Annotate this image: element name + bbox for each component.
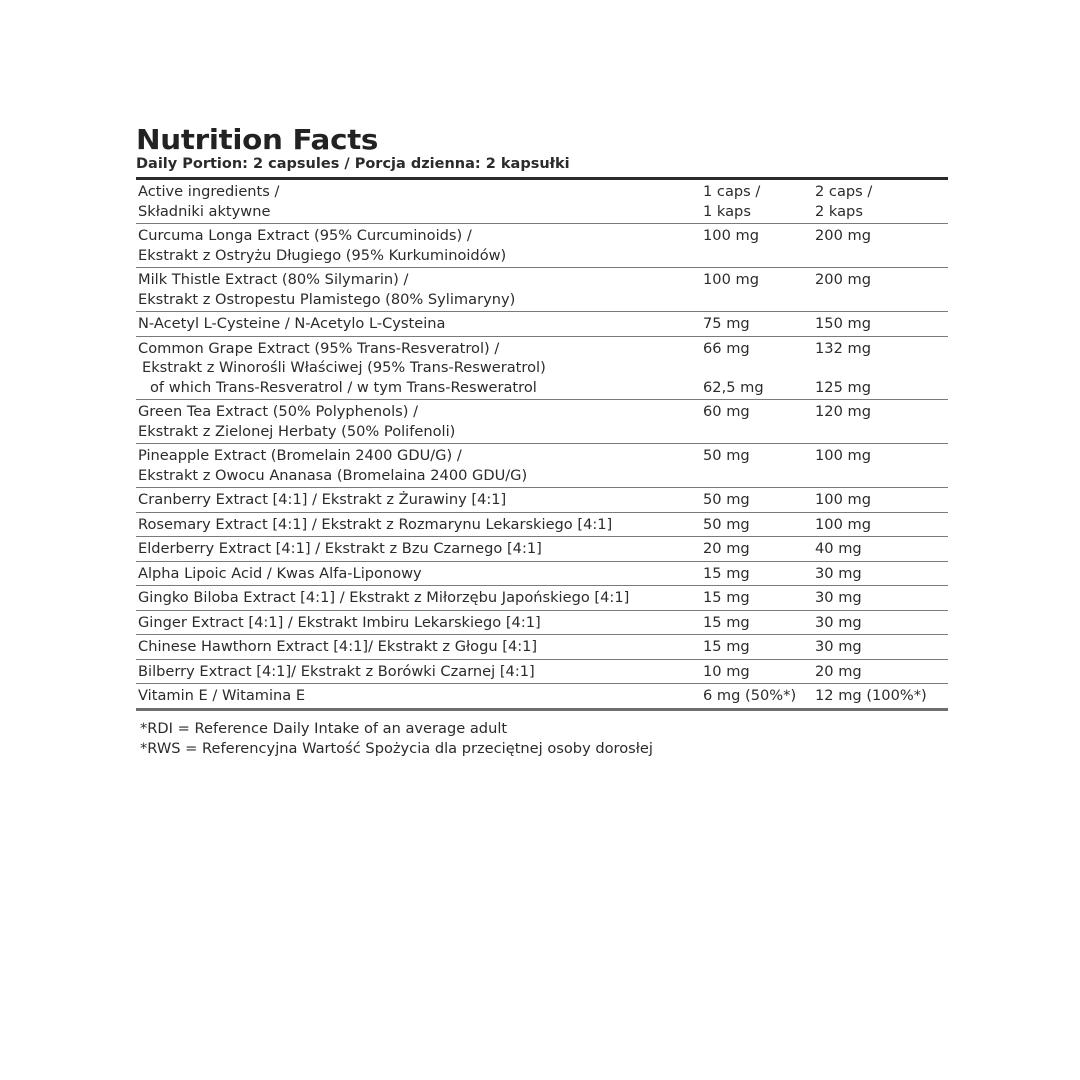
amount-value: 100 mg	[815, 515, 871, 533]
ingredient-name-pl: Ekstrakt z Ostryżu Długiego (95% Kurkuminoidów)	[138, 246, 507, 264]
amount-1-caps	[701, 561, 813, 586]
amount-value: 150 mg	[815, 315, 871, 332]
spacer	[815, 358, 948, 378]
header-col2-en: 2 caps /	[815, 183, 873, 200]
header-ingredient-pl: Składniki aktywne	[138, 202, 271, 220]
amount-value-sub: 62,5 mg	[703, 378, 764, 396]
ingredient-cell	[136, 444, 701, 488]
ingredient-name-pl: Ekstrakt z Owocu Ananasa (Bromelaina 2400 GDU/G)	[138, 466, 528, 484]
amount-1-caps	[701, 537, 813, 562]
table-row	[136, 610, 948, 635]
footnote-rws: *RWS = Referencyjna Wartość Spożycia dla przeciętnej osoby dorosłej	[140, 739, 653, 757]
table-row	[136, 561, 948, 586]
amount-1-caps	[701, 659, 813, 684]
amount-2-caps	[813, 224, 948, 268]
ingredient-cell	[136, 400, 701, 444]
amount-1-caps	[701, 586, 813, 611]
amount-2-caps	[813, 537, 948, 562]
amount-value: 30 mg	[815, 638, 862, 655]
amount-value: 15 mg	[703, 638, 750, 655]
ingredient-cell	[136, 512, 701, 537]
ingredient-subnote: of which Trans-Resveratrol / w tym Trans-Resweratrol	[150, 378, 537, 396]
table-row	[136, 224, 948, 268]
ingredient-cell	[136, 659, 701, 684]
amount-value: 15 mg	[703, 564, 750, 582]
nutrition-facts-panel	[136, 125, 948, 759]
amount-2-caps	[813, 444, 948, 488]
daily-portion: Daily Portion: 2 capsules / Porcja dzienna: 2 kapsułki	[136, 156, 570, 172]
ingredient-cell	[136, 224, 701, 268]
ingredient-cell	[136, 610, 701, 635]
amount-2-caps	[813, 561, 948, 586]
amount-value: 200 mg	[815, 271, 871, 288]
amount-value: 200 mg	[815, 227, 871, 244]
ingredient-cell	[136, 537, 701, 562]
amount-2-caps	[813, 488, 948, 513]
ingredient-name-pl: Ekstrakt z Winorośli Właściwej (95% Trans-Resweratrol)	[142, 359, 546, 376]
amount-value: 40 mg	[815, 540, 862, 557]
amount-1-caps	[701, 312, 813, 337]
amount-value: 30 mg	[815, 564, 862, 582]
ingredient-cell	[136, 312, 701, 337]
ingredient-name: Curcuma Longa Extract (95% Curcuminoids) /	[138, 227, 472, 244]
amount-value: 30 mg	[815, 613, 862, 631]
table-row	[136, 537, 948, 562]
header-ingredient-en: Active ingredients /	[138, 183, 280, 200]
amount-value: 100 mg	[815, 491, 871, 508]
amount-value: 20 mg	[703, 540, 750, 557]
amount-value: 60 mg	[703, 403, 750, 420]
amount-1-caps	[701, 512, 813, 537]
ingredient-name: Chinese Hawthorn Extract [4:1]/ Ekstrakt z Głogu [4:1]	[138, 638, 538, 655]
amount-value: 100 mg	[815, 447, 871, 464]
ingredient-name: Common Grape Extract (95% Trans-Resveratrol) /	[138, 339, 500, 357]
amount-value: 120 mg	[815, 403, 871, 420]
amount-value: 50 mg	[703, 447, 750, 464]
amount-value: 15 mg	[703, 613, 750, 631]
amount-value: 10 mg	[703, 662, 750, 680]
ingredient-name: Vitamin E / Witamina E	[138, 687, 306, 704]
table-row	[136, 336, 948, 400]
nutrition-table	[136, 180, 948, 711]
ingredient-name: Green Tea Extract (50% Polyphenols) /	[138, 403, 418, 420]
amount-2-caps	[813, 400, 948, 444]
ingredient-cell	[136, 488, 701, 513]
table-row	[136, 400, 948, 444]
header-ingredient	[136, 180, 701, 224]
ingredient-name: Elderberry Extract [4:1] / Ekstrakt z Bzu Czarnego [4:1]	[138, 540, 542, 557]
amount-value: 6 mg (50%*)	[703, 687, 797, 704]
amount-value: 132 mg	[815, 339, 871, 357]
table-row	[136, 444, 948, 488]
table-row	[136, 312, 948, 337]
ingredient-name: Alpha Lipoic Acid / Kwas Alfa-Liponowy	[138, 564, 422, 582]
amount-2-caps	[813, 512, 948, 537]
amount-value-sub: 125 mg	[815, 378, 871, 396]
table-row	[136, 268, 948, 312]
amount-1-caps	[701, 635, 813, 660]
ingredient-name: Ginger Extract [4:1] / Ekstrakt Imbiru Lekarskiego [4:1]	[138, 613, 541, 631]
spacer	[703, 358, 813, 378]
amount-1-caps	[701, 400, 813, 444]
table-row	[136, 659, 948, 684]
amount-2-caps	[813, 336, 948, 400]
header-col1	[701, 180, 813, 224]
table-row	[136, 488, 948, 513]
ingredient-cell	[136, 561, 701, 586]
amount-1-caps	[701, 268, 813, 312]
amount-1-caps	[701, 224, 813, 268]
ingredient-name: N-Acetyl L-Cysteine / N-Acetylo L-Cysteina	[138, 315, 446, 332]
ingredient-cell	[136, 336, 701, 400]
amount-1-caps	[701, 610, 813, 635]
table-row	[136, 586, 948, 611]
amount-2-caps	[813, 268, 948, 312]
amount-value: 75 mg	[703, 315, 750, 332]
ingredient-name: Gingko Biloba Extract [4:1] / Ekstrakt z Miłorzębu Japońskiego [4:1]	[138, 589, 630, 606]
ingredient-cell	[136, 635, 701, 660]
ingredient-name: Bilberry Extract [4:1]/ Ekstrakt z Borówki Czarnej [4:1]	[138, 662, 535, 680]
amount-2-caps	[813, 659, 948, 684]
amount-1-caps	[701, 336, 813, 400]
amount-1-caps	[701, 488, 813, 513]
amount-value: 100 mg	[703, 271, 759, 288]
ingredient-name: Cranberry Extract [4:1] / Ekstrakt z Żurawiny [4:1]	[138, 491, 507, 508]
label-title: Nutrition Facts	[136, 123, 379, 156]
amount-value: 50 mg	[703, 491, 750, 508]
amount-value: 100 mg	[703, 227, 759, 244]
amount-1-caps	[701, 684, 813, 710]
footnote-rdi: *RDI = Reference Daily Intake of an average adult	[140, 719, 508, 737]
amount-2-caps	[813, 684, 948, 710]
ingredient-name-pl: Ekstrakt z Zielonej Herbaty (50% Polifenoli)	[138, 422, 456, 440]
amount-1-caps	[701, 444, 813, 488]
ingredient-cell	[136, 586, 701, 611]
amount-value: 15 mg	[703, 589, 750, 606]
amount-value: 66 mg	[703, 339, 750, 357]
amount-2-caps	[813, 312, 948, 337]
amount-2-caps	[813, 635, 948, 660]
header-col1-pl: 1 kaps	[703, 202, 751, 220]
amount-value: 30 mg	[815, 589, 862, 606]
ingredient-name-pl: Ekstrakt z Ostropestu Plamistego (80% Sylimaryny)	[138, 290, 516, 308]
ingredient-name: Rosemary Extract [4:1] / Ekstrakt z Rozmarynu Lekarskiego [4:1]	[138, 515, 613, 533]
amount-value: 50 mg	[703, 515, 750, 533]
header-col2-pl: 2 kaps	[815, 202, 863, 220]
table-header-row	[136, 180, 948, 224]
footnotes	[136, 719, 948, 759]
amount-value: 12 mg (100%*)	[815, 687, 927, 704]
ingredient-name: Pineapple Extract (Bromelain 2400 GDU/G) /	[138, 447, 462, 464]
amount-value: 20 mg	[815, 662, 862, 680]
ingredient-cell	[136, 684, 701, 710]
header-col2	[813, 180, 948, 224]
table-row	[136, 684, 948, 710]
header-col1-en: 1 caps /	[703, 183, 761, 200]
amount-2-caps	[813, 586, 948, 611]
ingredient-name: Milk Thistle Extract (80% Silymarin) /	[138, 271, 409, 288]
table-row	[136, 635, 948, 660]
table-row	[136, 512, 948, 537]
amount-2-caps	[813, 610, 948, 635]
ingredient-cell	[136, 268, 701, 312]
